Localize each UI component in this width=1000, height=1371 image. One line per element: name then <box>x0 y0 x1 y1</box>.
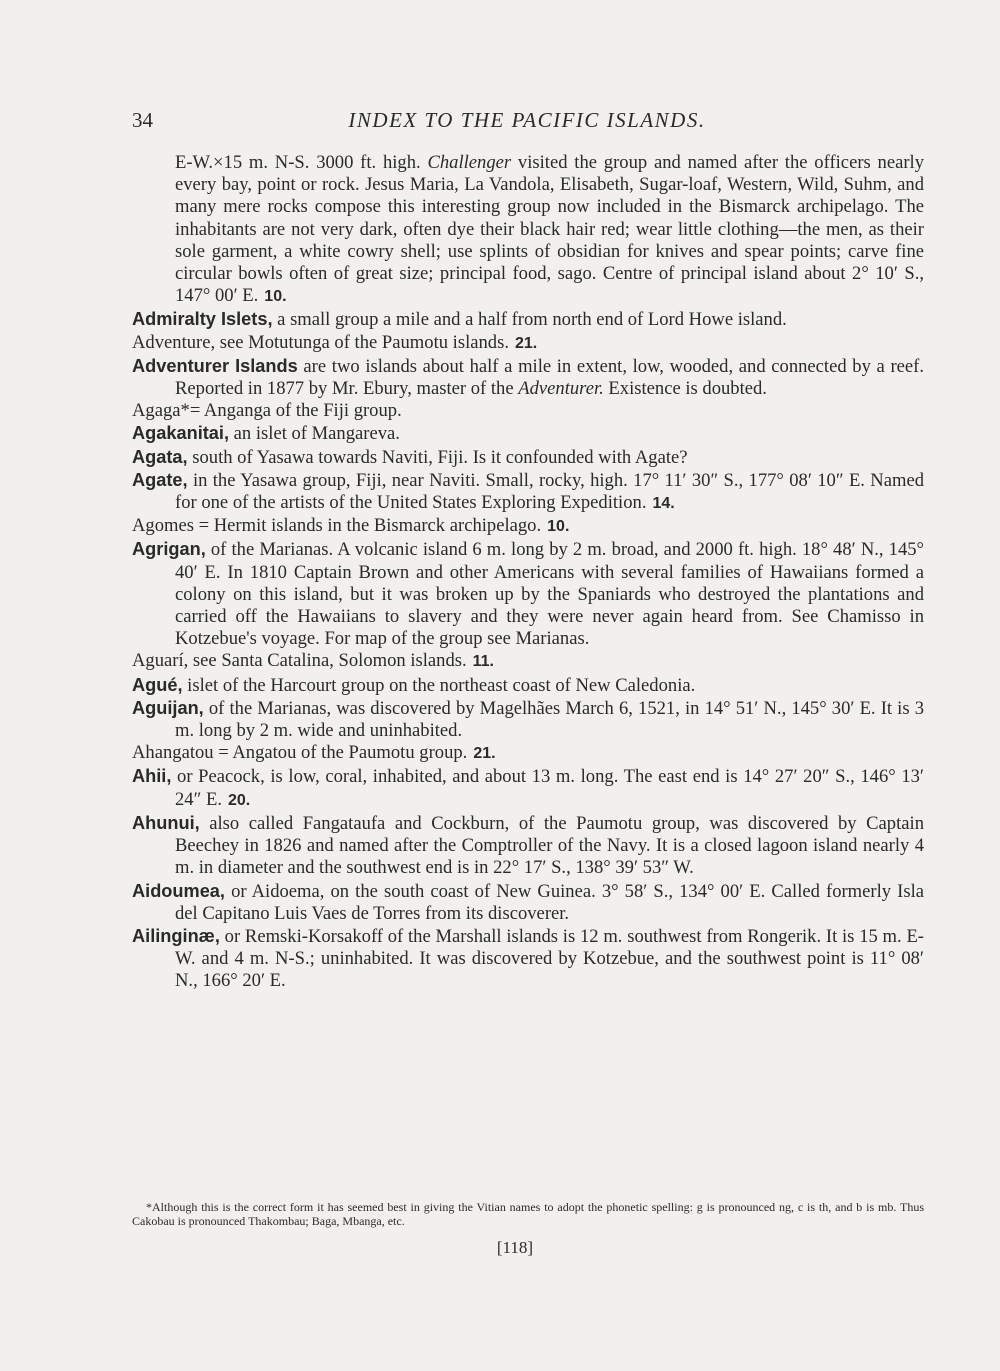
entry-headword: Agrigan, <box>132 539 206 560</box>
entry-text: are two islands about half a mile in extent, low, wooded, and connected by a reef. Reported in 1877 by Mr. Ebury, master of the <box>175 355 924 400</box>
page-number: 34 <box>132 108 153 132</box>
entry-text: or Aidoema, on the south coast of New Guinea. 3° 58′ S., 134° 00′ E. Called formerly Isla del Capitano Luis Vaes de Torres from its discoverer. <box>175 880 924 924</box>
entry-ahunui <box>132 812 924 880</box>
ship-name: Challenger <box>427 152 512 173</box>
running-title: INDEX TO THE PACIFIC ISLANDS. <box>348 108 706 132</box>
entry-text: Aguarí, see Santa Catalina, Solomon islands. <box>132 650 467 672</box>
map-reference: 20. <box>228 791 251 809</box>
entry-aidoumea <box>132 880 924 925</box>
entry-adventurer-islands <box>132 355 924 400</box>
entry-agomes <box>132 515 924 538</box>
entry-text: Agaga*= Anganga of the Fiji group. <box>132 400 402 422</box>
entry-text: a small group a mile and a half from north end of Lord Howe island. <box>272 309 787 331</box>
entry-agata <box>132 446 924 469</box>
entry-ailinginae <box>132 925 924 993</box>
ship-name: Adventurer. <box>518 378 604 400</box>
folio-number: [118] <box>496 1238 534 1257</box>
entry-admiralty-islets <box>132 308 924 331</box>
entry-text: or Remski-Korsakoff of the Marshall islands is 12 m. southwest from Rongerik. It is 15 m. E-W. and 4 m. N-S.; uninhabited. It was discovered by Kotzebue, and the southwest point is 11° 08′ N., 166° 20′ E. <box>175 925 924 992</box>
entry-headword: Agata, <box>132 446 188 467</box>
entry-agate <box>132 469 924 515</box>
entry-text: E-W.×15 m. N-S. 3000 ft. high. <box>175 152 428 173</box>
entry-headword: Agakanitai, <box>132 423 230 444</box>
map-reference: 10. <box>547 518 570 536</box>
entry-headword: Ailinginæ, <box>132 925 220 946</box>
map-reference: 21. <box>514 334 538 352</box>
entry-text: in the Yasawa group, Fiji, near Naviti. Small, rocky, high. 17° 11′ 30″ S., 177° 08′ 10″ E. Named for one of the artists of the United States Exploring Expedition. <box>175 469 924 514</box>
entry-text: of the Marianas, was discovered by Magelhães March 6, 1521, in 14° 51′ N., 145° 30′ E. It is 3 m. long by 2 m. wide and uninhabited. <box>175 697 924 742</box>
entry-headword: Aidoumea, <box>132 880 225 901</box>
entry-text-after: Existence is doubted. <box>603 378 767 400</box>
page-header <box>132 108 922 142</box>
entry-ahangatou <box>132 742 924 765</box>
entry-text: also called Fangataufa and Cockburn, of the Paumotu group, was discovered by Captain Beechey in 1826 and named after the Comptroller of the Navy. It is a closed lagoon island nearly 4 m. in diameter and the southwest end is in 22° 17′ S., 138° 39′ 53″ W. <box>175 812 924 879</box>
entry-headword: Aguijan, <box>132 697 204 718</box>
entry-text: Ahangatou = Angatou of the Paumotu group. <box>132 742 468 764</box>
entry-text: south of Yasawa towards Naviti, Fiji. Is it confounded with Agate? <box>187 446 688 468</box>
entry-ague <box>132 674 924 697</box>
entry-headword: Admiralty Islets, <box>132 309 273 330</box>
entry-text: of the Marianas. A volcanic island 6 m. long by 2 m. broad, and 2000 ft. high. 18° 48′ N., 145° 40′ E. In 1810 Captain Brown and other Americans with several families of Hawaiians formed a colony on this island, but it was broken up by the Spaniards who destroyed the plantations and carried off the Hawaiians to slavery and they were never again heard from. See Chamisso in Kotzebue's voyage. For map of the group see Marianas. <box>175 539 924 650</box>
entry-text-after: visited the group and named after the officers nearly every bay, point or rock. Jesus Maria, La Vandola, Elisabeth, Sugar-loaf, Western, Wild, Suhm, and many mere rocks compose this interesting group now included in the Bismarck archipelago. The inhabitants are not very dark, often dye their black hair red; wear little clothing—the men, as their sole garment, a white cowry shell; use splints of obsidian for knives and spear points; carve fine circular bowls often of great size; principal food, sago. Centre of principal island about 2° 10′ S., 147° 00′ E. <box>175 152 924 307</box>
entry-headword: Adventurer Islands <box>132 355 298 376</box>
entry-continuation <box>132 152 924 308</box>
entry-headword: Ahii, <box>132 766 172 787</box>
entry-text: Adventure, see Motutunga of the Paumotu islands. <box>132 331 509 353</box>
entry-aguari <box>132 650 924 673</box>
entry-agrigan <box>132 538 924 650</box>
map-reference: 10. <box>264 288 287 306</box>
entry-headword: Agué, <box>132 674 183 695</box>
entry-adventure <box>132 332 924 355</box>
map-reference: 11. <box>472 653 494 671</box>
entry-agakanitai <box>132 422 924 445</box>
entry-aguijan <box>132 697 924 742</box>
map-reference: 14. <box>652 495 675 513</box>
entry-text: islet of the Harcourt group on the northeast coast of New Caledonia. <box>182 674 696 696</box>
entry-headword: Agate, <box>132 469 188 490</box>
entry-text: or Peacock, is low, coral, inhabited, and about 13 m. long. The east end is 14° 27′ 20″ S., 146° 13′ 24″ E. <box>171 766 924 810</box>
entry-headword: Ahunui, <box>132 812 200 833</box>
entry-text: Agomes = Hermit islands in the Bismarck archipelago. <box>132 515 542 537</box>
entry-ahii <box>132 765 924 811</box>
footnote: *Although this is the correct form it has seemed best in giving the Vitian names to adopt the phonetic spelling: g is pronounced ng, c is th, and b is mb. Thus Cakobau is pronounced Thakombau; Baga, Mbanga, etc. <box>132 1200 924 1228</box>
index-entries <box>132 152 924 993</box>
map-reference: 21. <box>473 745 496 763</box>
entry-agaga <box>132 400 924 422</box>
entry-text: an islet of Mangareva. <box>229 423 400 445</box>
